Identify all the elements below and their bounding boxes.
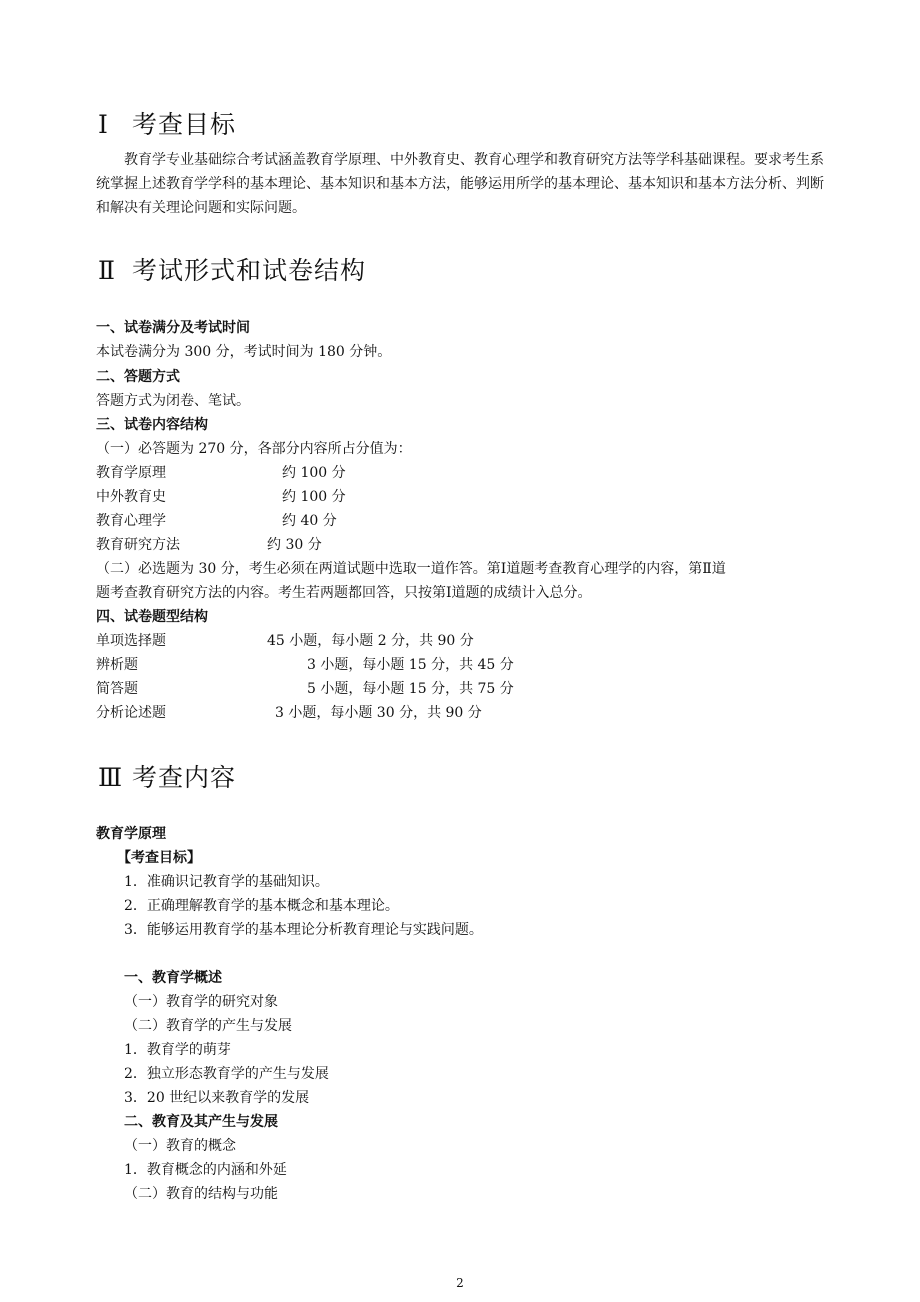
score-time-heading: 一、试卷满分及考试时间 xyxy=(96,320,250,336)
score-time-text: 本试卷满分为 300 分，考试时间为 180 分钟。 xyxy=(96,344,392,360)
outline-chapter: 一、教育学概述 xyxy=(124,970,222,986)
type-row-name: 简答题 xyxy=(96,681,138,697)
subject-heading: 教育学原理 xyxy=(96,826,166,842)
outline-item: （一）教育学的研究对象 xyxy=(124,994,278,1010)
outline-item: （二）教育学的产生与发展 xyxy=(124,1018,292,1034)
content-row-score: 约 40 分 xyxy=(282,513,337,529)
method-heading: 二、答题方式 xyxy=(96,369,180,385)
method-text: 答题方式为闭卷、笔试。 xyxy=(96,393,250,409)
outline-item: （一）教育的概念 xyxy=(124,1138,236,1154)
elective-line-1: （二）必选题为 30 分，考生必须在两道试题中选取一道作答。第Ⅰ道题考查教育心理学的内容，第Ⅱ道 xyxy=(96,561,726,577)
type-row-name: 辨析题 xyxy=(96,657,138,673)
section-3-number: Ⅲ xyxy=(98,763,124,792)
content-row-name: 教育研究方法 xyxy=(96,537,180,553)
outline-item: 1．教育概念的内涵和外延 xyxy=(124,1162,287,1178)
outline-item: （二）教育的结构与功能 xyxy=(124,1186,278,1202)
type-row-name: 单项选择题 xyxy=(96,633,166,649)
content-structure-heading: 三、试卷内容结构 xyxy=(96,417,208,433)
content-row-name: 教育心理学 xyxy=(96,513,166,529)
type-row-detail: 3 小题，每小题 15 分，共 45 分 xyxy=(307,657,514,673)
section-2-title: 考试形式和试卷结构 xyxy=(132,256,367,285)
question-types-heading: 四、试卷题型结构 xyxy=(96,609,208,625)
type-row-detail: 5 小题，每小题 15 分，共 75 分 xyxy=(307,681,514,697)
content-row-name: 中外教育史 xyxy=(96,489,166,505)
goal-item: 2．正确理解教育学的基本概念和基本理论。 xyxy=(124,898,399,914)
content-row-score: 约 100 分 xyxy=(282,489,346,505)
outline-item: 1．教育学的萌芽 xyxy=(124,1042,231,1058)
outline-item: 3．20 世纪以来教育学的发展 xyxy=(124,1090,310,1106)
section-3-heading xyxy=(98,758,236,794)
type-row-name: 分析论述题 xyxy=(96,705,166,721)
section-3-title: 考查内容 xyxy=(132,763,237,792)
goal-heading: 【考查目标】 xyxy=(117,850,201,866)
outline-chapter: 二、教育及其产生与发展 xyxy=(124,1114,278,1130)
type-row-detail: 3 小题，每小题 30 分，共 90 分 xyxy=(275,705,482,721)
section-1-heading xyxy=(98,105,236,141)
outline-item: 2．独立形态教育学的产生与发展 xyxy=(124,1066,329,1082)
type-row-detail: 45 小题，每小题 2 分，共 90 分 xyxy=(267,633,474,649)
elective-line-2: 题考查教育研究方法的内容。考生若两题都回答，只按第Ⅰ道题的成绩计入总分。 xyxy=(96,585,592,601)
goal-item: 1．准确识记教育学的基础知识。 xyxy=(124,874,329,890)
content-row-score: 约 100 分 xyxy=(282,465,346,481)
content-row-score: 约 30 分 xyxy=(267,537,322,553)
required-intro: （一）必答题为 270 分，各部分内容所占分值为： xyxy=(96,441,412,457)
page-number: 2 xyxy=(456,1276,464,1290)
section-1-title: 考查目标 xyxy=(132,110,237,139)
content-row-name: 教育学原理 xyxy=(96,465,166,481)
section-2-number: Ⅱ xyxy=(98,256,116,285)
section-1-paragraph: 教育学专业基础综合考试涵盖教育学原理、中外教育史、教育心理学和教育研究方法等学科基础课程。要求考生系统掌握上述教育学学科的基本理论、基本知识和基本方法，能够运用所学的基本理论、基本知识和基本方法分析、判断和解决有关理论问题和实际问题。 xyxy=(96,152,824,216)
goal-item: 3．能够运用教育学的基本理论分析教育理论与实践问题。 xyxy=(124,922,483,938)
section-2-heading xyxy=(98,251,366,287)
section-1-number: Ⅰ xyxy=(98,110,109,139)
